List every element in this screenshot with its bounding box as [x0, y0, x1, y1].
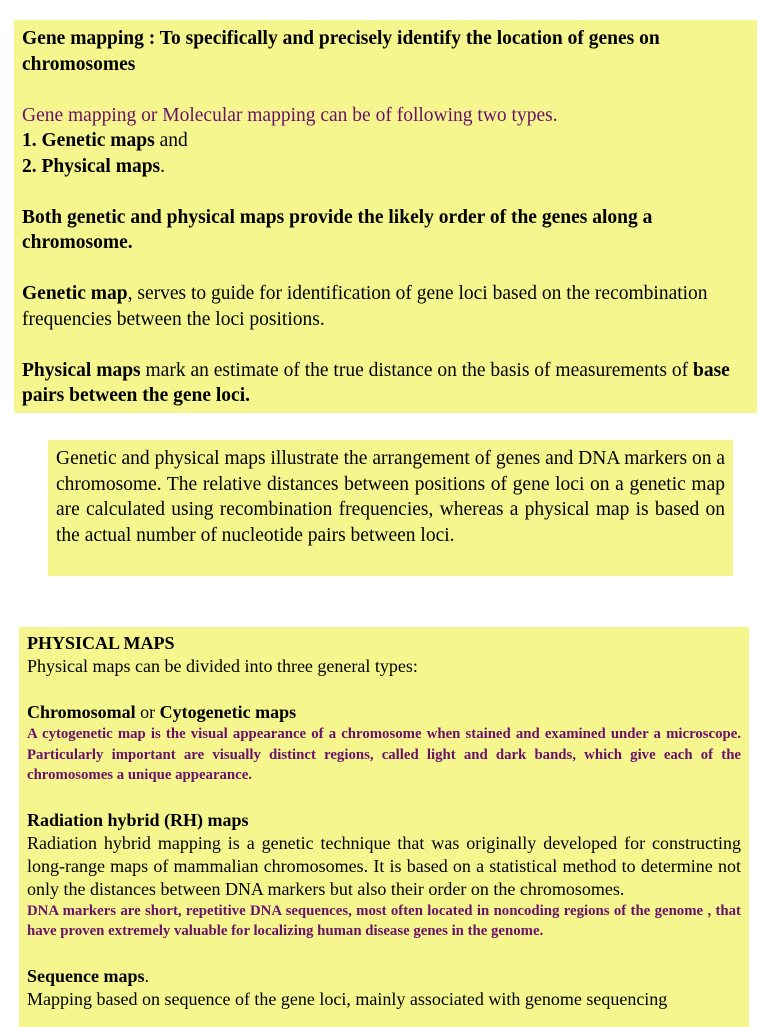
gene-mapping-box: [14, 20, 757, 413]
type-1: 1. Genetic maps and: [22, 130, 188, 151]
both-sentence: Both genetic and physical maps provide the likely order of the genes along a chromosome.: [22, 206, 653, 253]
physical-maps-box: [19, 627, 749, 1027]
comparison-box: [48, 440, 733, 576]
genetic-map-paragraph: Genetic map, serves to guide for identification of gene loci based on the recombination frequencies between the loci positions.: [22, 283, 708, 330]
types-intro: Gene mapping or Molecular mapping can be of following two types.: [22, 104, 558, 126]
cytogenetic-description: A cytogenetic map is the visual appearance of a chromosome when stained and examined under a microscope. Particularly important are visually distinct regions, called light and dark bands, which give each of the chromosomes a unique appearance.: [27, 726, 741, 783]
gene-mapping-heading: Gene mapping : To specifically and precisely identify the location of genes on chromosomes: [22, 28, 660, 75]
sequence-text: Mapping based on sequence of the gene loci, mainly associated with genome sequencing: [27, 988, 668, 1009]
type-2: 2. Physical maps.: [22, 155, 166, 177]
rh-note: DNA markers are short, repetitive DNA sequences, most often located in noncoding regions of the genome , that have proven extremely valuable for localizing human disease genes in the genome.: [27, 902, 741, 939]
sequence-heading: Sequence maps.: [27, 965, 150, 986]
comparison-text: Genetic and physical maps illustrate the arrangement of genes and DNA markers on a chromosome. The relative distances between positions of gene loci on a genetic map are calculated using recombination frequencies, whereas a physical map is based on the actual number of nucleotide pairs between loci.: [56, 448, 725, 546]
physical-maps-intro: Physical maps can be divided into three general types:: [27, 656, 418, 676]
cytogenetic-heading: Chromosomal or Cytogenetic maps: [27, 702, 297, 722]
physical-maps-paragraph: Physical maps mark an estimate of the true distance on the basis of measurements of base pairs between the gene loci.: [22, 359, 730, 406]
physical-maps-title: PHYSICAL MAPS: [27, 633, 175, 653]
rh-text: Radiation hybrid mapping is a genetic technique that was originally developed for constructing long-range maps of mammalian chromosomes. It is based on a statistical method to determine not only the distances between DNA markers but also their order on the chromosomes.: [27, 832, 741, 899]
rh-heading: Radiation hybrid (RH) maps: [27, 809, 249, 830]
